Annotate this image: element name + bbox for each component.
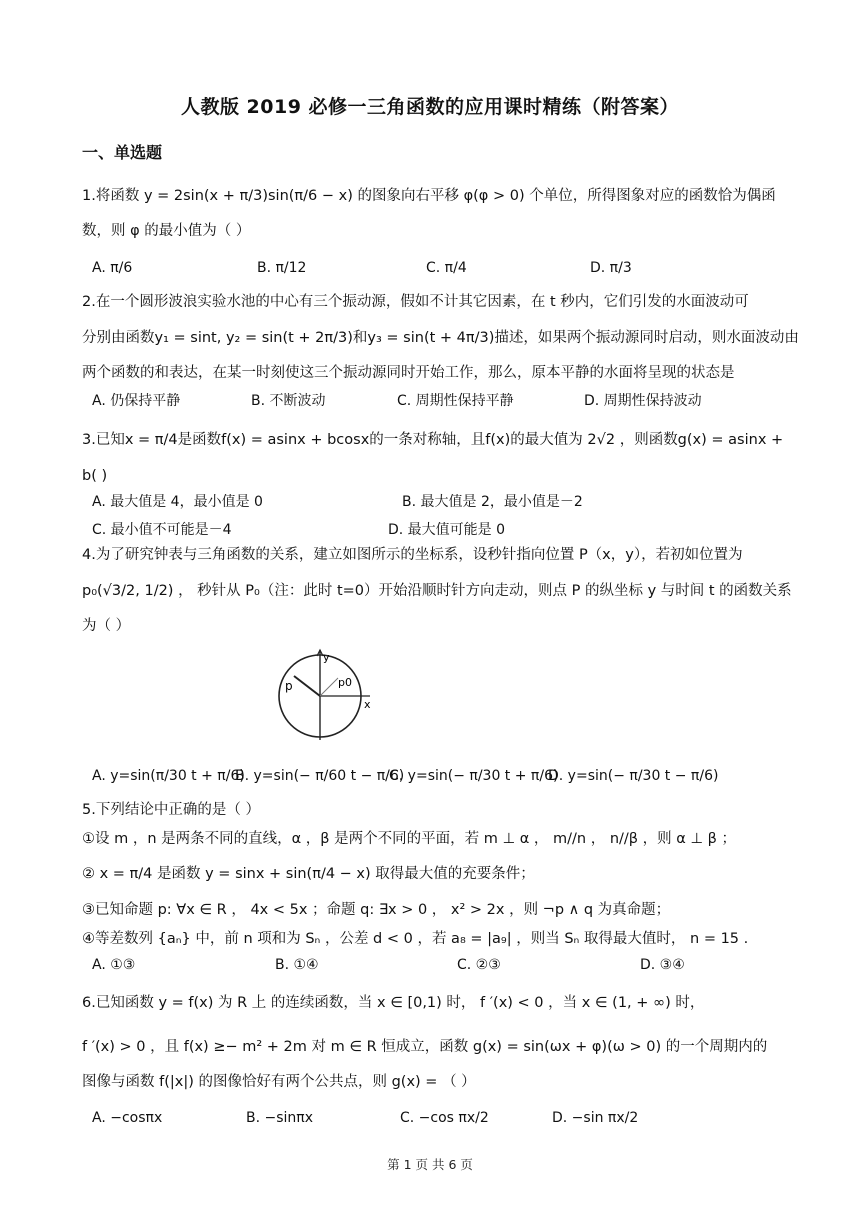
- q1-option-c: C. π/4: [426, 260, 467, 276]
- q5-option-b: B. ①④: [275, 957, 319, 973]
- q3-option-a: A. 最大值是 4，最小值是 0: [92, 494, 263, 510]
- q2-line-3: 两个函数的和表达，在某一时刻使这三个振动源同时开始工作，那么，原本平静的水面将呈现的状态是: [82, 365, 735, 381]
- q5-statement-2: ② x = π/4 是函数 y = sinx + sin(π/4 − x) 取得最大值的充要条件；: [82, 866, 535, 882]
- q4-line-1: 4.为了研究钟表与三角函数的关系，建立如图所示的坐标系，设秒针指向位置 P（x，y），若初如位置为: [82, 547, 743, 563]
- q3-option-c: C. 最小值不可能是－4: [92, 522, 232, 538]
- label-p: p: [285, 679, 293, 693]
- q6-line-3: 图像与函数 f(|x|) 的图像恰好有两个公共点，则 g(x) = （ ）: [82, 1074, 476, 1090]
- q6-option-d: D. −sin πx/2: [552, 1110, 639, 1126]
- q5-option-c: C. ②③: [457, 957, 501, 973]
- q1-option-a: A. π/6: [92, 260, 133, 276]
- q1-option-d: D. π/3: [590, 260, 632, 276]
- label-p0: p0: [338, 676, 352, 689]
- q4-line-3: 为（ ）: [82, 618, 131, 634]
- label-x: x: [364, 698, 371, 711]
- q6-option-b: B. −sinπx: [246, 1110, 314, 1126]
- section-heading: 一、单选题: [82, 143, 163, 162]
- q2-line-1: 2.在一个圆形波浪实验水池的中心有三个振动源，假如不计其它因素，在 t 秒内，它们引发的水面波动可: [82, 294, 749, 310]
- q1-line-1: 1.将函数 y = 2sin(x + π/3)sin(π/6 − x) 的图象向右平移 φ(φ > 0) 个单位，所得图象对应的函数恰为偶函: [82, 188, 776, 204]
- q3-line-1: 3.已知x = π/4是函数f(x) = asinx + bcosx的一条对称轴，且f(x)的最大值为 2√2 ，则函数g(x) = asinx +: [82, 432, 784, 448]
- q2-option-d: D. 周期性保持波动: [584, 393, 702, 409]
- q5-statement-1: ①设 m ，n 是两条不同的直线，α ，β 是两个不同的平面，若 m ⊥ α ， m//n ， n//β ，则 α ⊥ β ；: [82, 831, 737, 847]
- label-y: y: [323, 651, 330, 664]
- q4-option-b: B. y=sin(− π/60 t − π/6): [235, 768, 405, 784]
- q4-option-a: A. y=sin(π/30 t + π/6): [92, 768, 245, 784]
- q1-option-b: B. π/12: [257, 260, 307, 276]
- q4-option-d: D. y=sin(− π/30 t − π/6): [548, 768, 719, 784]
- page-footer: 第 1 页 共 6 页: [387, 1157, 473, 1172]
- q2-line-2: 分别由函数y₁ = sint, y₂ = sin(t + 2π/3)和y₃ = sin(t + 4π/3)描述，如果两个振动源同时启动，则水面波动由: [82, 330, 799, 346]
- q5-option-a: A. ①③: [92, 957, 136, 973]
- q5-line-1: 5.下列结论中正确的是（ ）: [82, 802, 260, 818]
- q5-statement-4: ④等差数列 {aₙ} 中，前 n 项和为 Sₙ ，公差 d < 0 ，若 a₈ = |a₉| ，则当 Sₙ 取得最大值时， n = 15 .: [82, 931, 749, 947]
- document-title: 人教版 2019 必修一三角函数的应用课时精练（附答案）: [180, 96, 680, 118]
- q6-option-a: A. −cosπx: [92, 1110, 163, 1126]
- q5-statement-3: ③已知命题 p: ∀x ∈ R ， 4x < 5x ；命题 q: ∃x > 0 ， x² > 2x ，则 ¬p ∧ q 为真命题；: [82, 902, 671, 918]
- initial-hand-p0: [320, 678, 338, 696]
- q3-line-2: b( ): [82, 468, 108, 484]
- q2-option-c: C. 周期性保持平静: [397, 393, 514, 409]
- q3-option-d: D. 最大值可能是 0: [388, 522, 506, 538]
- q6-line-1: 6.已知函数 y = f(x) 为 R 上 的连续函数，当 x ∈ [0,1) 时， f ′(x) < 0 ，当 x ∈ (1, + ∞) 时，: [82, 995, 705, 1011]
- q5-option-d: D. ③④: [640, 957, 685, 973]
- q4-option-c: C. y=sin(− π/30 t + π/6): [389, 768, 559, 784]
- q3-option-b: B. 最大值是 2，最小值是－2: [402, 494, 583, 510]
- second-hand-p: [294, 676, 320, 696]
- q4-line-2: p₀(√3/2, 1/2) ， 秒针从 P₀（注：此时 t=0）开始沿顺时针方向走动，则点 P 的纵坐标 y 与时间 t 的函数关系: [82, 583, 792, 599]
- q6-option-c: C. −cos πx/2: [400, 1110, 489, 1126]
- q2-option-a: A. 仍保持平静: [92, 393, 181, 409]
- q2-option-b: B. 不断波动: [251, 393, 326, 409]
- q1-line-2: 数，则 φ 的最小值为（ ）: [82, 223, 251, 239]
- clock-diagram: [268, 648, 378, 743]
- q6-line-2: f ′(x) > 0 ，且 f(x) ≥− m² + 2m 对 m ∈ R 恒成立，函数 g(x) = sin(ωx + φ)(ω > 0) 的一个周期内的: [82, 1039, 768, 1055]
